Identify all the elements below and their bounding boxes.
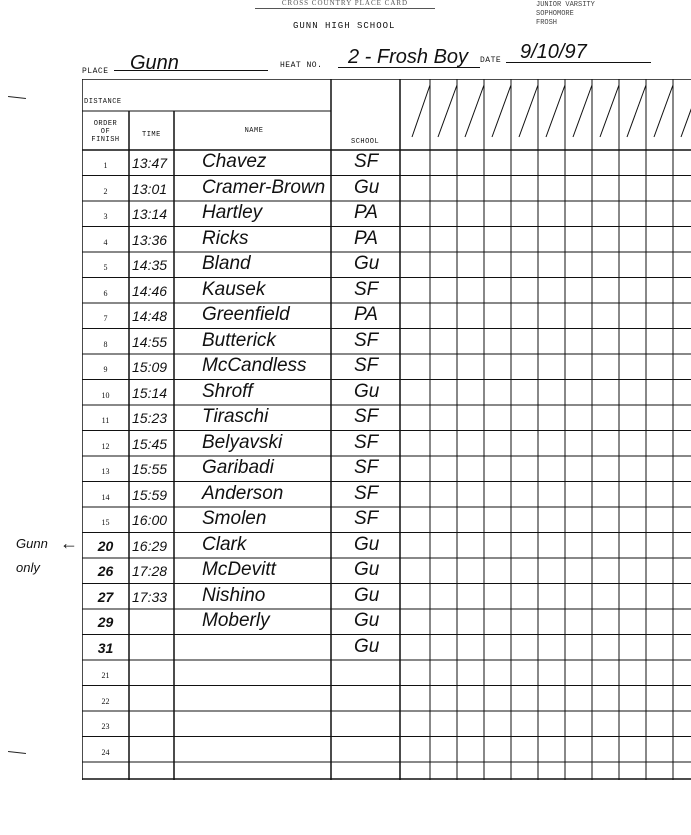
grid-line	[600, 85, 619, 137]
name-cell[interactable]	[174, 660, 334, 686]
school-cell[interactable]	[334, 737, 400, 763]
time-cell[interactable]	[129, 686, 174, 712]
time-cell[interactable]	[129, 737, 174, 763]
school-cell[interactable]: SF	[354, 431, 379, 453]
time-cell[interactable]: 17:28	[132, 563, 168, 579]
school-cell[interactable]: Gu	[354, 635, 380, 657]
school-cell[interactable]: SF	[354, 355, 379, 376]
order-header	[82, 120, 129, 144]
order-cell[interactable]: 6	[103, 288, 108, 298]
time-cell[interactable]: 15:55	[132, 461, 168, 477]
name-cell[interactable]: Tiraschi	[202, 406, 269, 427]
time-cell[interactable]: 14:46	[132, 282, 168, 299]
grid-line	[573, 85, 592, 137]
name-cell[interactable]: Bland	[202, 253, 251, 274]
order-cell[interactable]: 21	[101, 671, 110, 680]
punch-mark	[8, 751, 26, 754]
school-cell[interactable]: Gu	[354, 176, 380, 198]
name-cell[interactable]: Smolen	[202, 508, 267, 529]
table-row	[82, 711, 691, 737]
school-cell[interactable]: Gu	[354, 380, 380, 402]
school-cell[interactable]: PA	[354, 202, 378, 223]
order-cell[interactable]: 31	[97, 639, 114, 656]
grid-line	[465, 85, 484, 137]
name-cell[interactable]: Greenfield	[202, 304, 290, 325]
name-cell[interactable]: Garibadi	[202, 457, 274, 478]
school-cell[interactable]: PA	[354, 304, 378, 325]
name-cell[interactable]: McCandless	[202, 355, 307, 376]
time-cell[interactable]: 13:36	[132, 231, 168, 248]
punch-mark	[8, 96, 26, 99]
time-cell[interactable]: 14:35	[132, 257, 168, 273]
time-cell[interactable]: 15:09	[132, 359, 168, 375]
order-cell[interactable]: 7	[103, 314, 108, 323]
name-cell[interactable]	[174, 711, 334, 737]
table-row	[82, 278, 691, 304]
order-cell[interactable]: 9	[103, 365, 108, 374]
name-cell[interactable]	[174, 635, 334, 661]
time-cell[interactable]: 16:00	[132, 512, 168, 528]
distance-header: DISTANCE	[84, 98, 122, 106]
margin-note	[16, 532, 88, 580]
school-cell[interactable]: Gu	[354, 253, 380, 274]
table-row	[82, 176, 691, 202]
school-cell[interactable]: PA	[354, 227, 378, 249]
name-cell[interactable]: Belyavski	[202, 431, 283, 453]
date-label: DATE	[480, 56, 502, 65]
heat-value[interactable]: 2 - Frosh Boy	[348, 46, 469, 68]
school-cell[interactable]: SF	[354, 406, 379, 427]
school-cell[interactable]	[334, 711, 400, 737]
table-row	[82, 737, 691, 763]
table-row	[82, 660, 691, 686]
grid-line	[681, 85, 691, 137]
order-cell[interactable]: 15	[101, 518, 110, 527]
table-row	[82, 201, 691, 227]
order-cell[interactable]: 13	[101, 467, 110, 476]
margin-note-line-2: only	[16, 560, 40, 575]
name-cell[interactable]: Ricks	[202, 227, 249, 249]
table-row	[82, 405, 691, 431]
order-cell[interactable]: 27	[97, 588, 114, 605]
order-header-line-1: ORDER	[93, 120, 118, 128]
order-cell[interactable]: 22	[101, 696, 110, 706]
order-cell[interactable]: 20	[97, 537, 114, 554]
school-cell[interactable]: Gu	[354, 533, 380, 555]
grid-line	[654, 85, 673, 137]
table-row	[82, 635, 691, 661]
order-cell[interactable]: 26	[97, 563, 114, 579]
grid-line	[546, 85, 565, 137]
table-row	[82, 150, 691, 176]
grid-line	[519, 85, 538, 137]
name-cell[interactable]: Chavez	[202, 151, 267, 172]
time-header: TIME	[142, 131, 161, 139]
table-row	[82, 482, 691, 508]
name-cell[interactable]: Cramer-Brown	[202, 176, 326, 198]
school-cell[interactable]: Gu	[354, 584, 380, 606]
school-cell[interactable]: SF	[354, 151, 379, 172]
name-cell[interactable]: Anderson	[202, 482, 284, 504]
time-cell[interactable]	[129, 635, 174, 661]
place-label: PLACE	[82, 67, 109, 76]
order-cell[interactable]: 4	[103, 237, 108, 247]
time-cell[interactable]	[129, 711, 174, 737]
arrow-left-icon: ←	[60, 533, 78, 553]
table-row	[82, 227, 691, 253]
name-cell[interactable]: Shroff	[202, 380, 253, 402]
order-cell[interactable]: 23	[101, 722, 110, 731]
order-cell[interactable]: 5	[103, 263, 108, 272]
grid-line	[412, 85, 430, 137]
table-row	[82, 609, 691, 635]
grid-line	[492, 85, 511, 137]
time-cell[interactable]: 15:45	[132, 435, 168, 452]
time-cell[interactable]: 14:55	[132, 333, 168, 350]
level-sophomore: SOPHOMORE	[536, 10, 574, 18]
table-row	[82, 558, 691, 584]
name-cell[interactable]: Moberly	[202, 610, 270, 631]
school-cell[interactable]	[334, 660, 400, 686]
form-title: CROSS COUNTRY PLACE CARD	[255, 0, 435, 9]
order-cell[interactable]: 1	[103, 161, 108, 170]
time-cell[interactable]: 13:14	[132, 206, 168, 222]
order-cell[interactable]: 11	[101, 416, 110, 425]
school-cell[interactable]: Gu	[354, 559, 380, 580]
time-cell[interactable]: 13:47	[132, 155, 168, 171]
order-cell[interactable]: 10	[101, 390, 110, 400]
time-cell[interactable]: 17:33	[132, 588, 168, 605]
school-name: GUNN HIGH SCHOOL	[293, 21, 396, 31]
date-value[interactable]: 9/10/97	[520, 41, 587, 63]
order-cell[interactable]: 29	[97, 614, 114, 630]
time-cell[interactable]: 15:23	[132, 410, 168, 426]
time-cell[interactable]: 15:59	[132, 486, 168, 503]
grid-line	[627, 85, 646, 137]
table-row	[82, 431, 691, 457]
school-cell[interactable]: SF	[354, 508, 379, 529]
name-cell[interactable]: Nishino	[202, 584, 266, 606]
time-cell[interactable]: 15:14	[132, 384, 168, 401]
margin-note-line-1: Gunn	[16, 536, 48, 551]
table-row	[82, 686, 691, 712]
school-cell[interactable]	[334, 686, 400, 712]
table-row	[82, 533, 691, 559]
time-cell[interactable]	[129, 609, 174, 635]
table-row	[82, 354, 691, 380]
name-cell[interactable]	[174, 686, 334, 712]
time-cell[interactable]	[129, 660, 174, 686]
place-value[interactable]: Gunn	[130, 52, 179, 74]
level-frosh: FROSH	[536, 19, 558, 27]
school-cell[interactable]: SF	[354, 278, 379, 300]
name-cell[interactable]: Butterick	[202, 329, 276, 351]
level-list	[536, 1, 595, 28]
time-cell[interactable]: 16:29	[132, 537, 168, 554]
time-cell[interactable]: 14:48	[132, 308, 168, 324]
school-cell[interactable]: Gu	[354, 610, 380, 631]
name-cell[interactable]: McDevitt	[202, 559, 276, 580]
school-cell[interactable]: SF	[354, 329, 379, 351]
order-cell[interactable]: 24	[101, 747, 110, 757]
order-cell[interactable]: 8	[103, 339, 108, 349]
name-cell[interactable]: Clark	[202, 533, 247, 555]
name-header: NAME	[244, 127, 264, 135]
table-row	[82, 380, 691, 406]
order-cell[interactable]: 3	[103, 212, 108, 221]
order-cell[interactable]: 2	[103, 186, 108, 196]
table-row	[82, 252, 691, 278]
school-header: SCHOOL	[351, 138, 380, 146]
table-row	[82, 303, 691, 329]
time-cell[interactable]: 13:01	[132, 180, 168, 197]
heat-label: HEAT NO.	[280, 61, 323, 70]
table-row	[82, 507, 691, 533]
name-cell[interactable]: Hartley	[202, 202, 263, 223]
name-cell[interactable]	[174, 737, 334, 763]
grid-line	[438, 85, 457, 137]
table-row	[82, 456, 691, 482]
table-row	[82, 329, 691, 355]
results-table	[82, 79, 691, 780]
order-header-line-2: OF	[100, 128, 111, 136]
school-cell[interactable]: SF	[354, 457, 379, 478]
level-junior-varsity: JUNIOR VARSITY	[536, 1, 595, 9]
order-cell[interactable]: 12	[101, 441, 110, 451]
table-row	[82, 584, 691, 610]
order-cell[interactable]: 14	[101, 492, 110, 502]
name-cell[interactable]: Kausek	[202, 278, 266, 300]
school-cell[interactable]: SF	[354, 482, 379, 504]
order-header-line-3: FINISH	[91, 136, 120, 144]
